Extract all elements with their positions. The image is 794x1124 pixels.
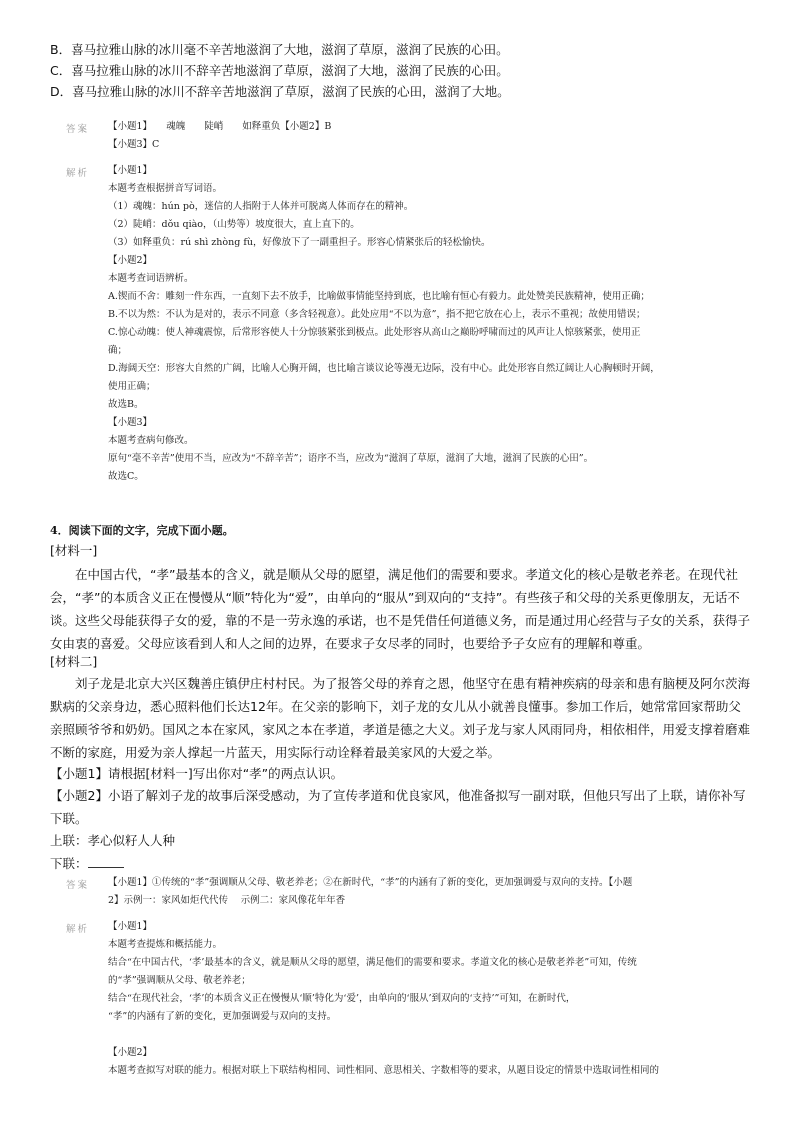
material2-label: [材料二] xyxy=(50,654,98,669)
analysis-line: （1）魂魄：hún pò，迷信的人指附于人体并可脱离人体而存在的精神。 xyxy=(108,201,414,212)
analysis-line: （3）如释重负：rú shì zhòng fù，好像放下了一副重担子。形容心情紧张后的轻松愉快。 xyxy=(108,237,491,248)
analysis-line: 故选C。 xyxy=(108,471,144,482)
sub-question-1: 【小题1】请根据[材料一]写出你对“孝”的两点认识。 xyxy=(50,766,344,781)
analysis-line: 【小题1】 xyxy=(108,921,153,932)
material1-text: 在中国古代，“孝”最基本的含义，就是顺从父母的愿望，满足他们的需要和要求。孝道文化的核心是敬老养老。在现代社会，“孝”的本质含义正在慢慢从“顺”特化为“爱”，由单向的“服从”到双向的“支持”。有些孩子和父母的关系更像朋友，无话不谈。这些父母能获得子女的爱，靠的不是一劳永逸的承诺，也不是凭借任何道德义务，而是通过用心经营与子女的关系，获得子女由衷的喜爱。父母应该看到人和人之间的边界，在要求子女尽孝的同时，也要给予子女应有的理解和尊重。 xyxy=(50,567,751,651)
option-d: D．喜马拉雅山脉的冰川不辞辛苦地滋润了草原，滋润了民族的心田，滋润了大地。 xyxy=(50,84,510,99)
analysis-line: 本题考查提炼和概括能力。 xyxy=(108,939,223,950)
material1-label: [材料一] xyxy=(50,543,98,558)
analysis-line: 的“孝”强调顺从父母、敬老养老； xyxy=(108,975,251,986)
option-b: B．喜马拉雅山脉的冰川毫不辛苦地滋润了大地，滋润了草原，滋润了民族的心田。 xyxy=(50,42,509,57)
option-c: C．喜马拉雅山脉的冰川不辞辛苦地滋润了草原，滋润了大地，滋润了民族的心田。 xyxy=(50,63,509,78)
analysis-line: B.不以为然：不认为是对的，表示不同意（多含轻视意）。此处应用“不以为意”，指不把它放在心上，表示不重视；故使用错误； xyxy=(108,309,646,320)
lower-couplet-row xyxy=(50,853,750,874)
analysis-line: 故选B。 xyxy=(108,399,144,410)
analysis-line: 本题考查词语辨析。 xyxy=(108,273,194,284)
analysis-line: A.锲而不舍：雕刻一件东西，一直刻下去不放手，比喻做事情能坚持到底，也比喻有恒心有毅力。此处赞美民族精神，使用正确； xyxy=(108,291,650,302)
analysis-line: 使用正确； xyxy=(108,381,156,392)
q4-title: 4．阅读下面的文字，完成下面小题。 xyxy=(50,524,234,537)
analysis-line: 结合“在现代社会，‘孝’的本质含义正在慢慢从‘顺’特化为‘爱’，由单向的‘服从’到双向的‘支持’”可知，在新时代， xyxy=(108,993,576,1004)
material2-text: 刘子龙是北京大兴区魏善庄镇伊庄村村民。为了报答父母的养育之恩，他坚守在患有精神疾病的母亲和患有脑梗及阿尔茨海默病的父亲身边，悉心照料他们长达12年。在父亲的影响下，刘子龙的女儿从小就善良懂事。参加工作后，她常常回家帮助父亲照顾爷爷和奶奶。国风之本在家风，家风之本在孝道，孝道是德之大义。刘子龙与家人风雨同舟，相依相伴，用爱支撑着磨难不断的家庭，用爱为亲人撑起一片蓝天，用实际行动诠释着最美家风的大爱之举。 xyxy=(50,676,751,760)
q3-answer-line2: 【小题3】C xyxy=(108,139,160,150)
analysis-label: 解析 xyxy=(66,924,90,935)
answer-label: 答案 xyxy=(66,124,90,135)
analysis-line: 本题考查拟写对联的能力。根据对联上下联结构相同、词性相同、意思相关、字数相等的要求，从题目设定的情景中选取词性相同的 xyxy=(108,1065,660,1076)
q4-answer-line1: 【小题1】①传统的“孝”强调顺从父母、敬老养老；②在新时代，“孝”的内涵有了新的变化，更加强调爱与双向的支持。【小题 xyxy=(108,877,633,888)
analysis-line: （2）陡峭：dǒu qiào，（山势等）坡度很大，直上直下的。 xyxy=(108,219,360,230)
analysis-line: 【小题2】 xyxy=(108,255,153,266)
analysis-line: 【小题2】 xyxy=(108,1047,153,1058)
analysis-line: “孝”的内涵有了新的变化，更加强调爱与双向的支持。 xyxy=(108,1011,337,1022)
analysis-line: 本题考查病句修改。 xyxy=(108,435,194,446)
answer-blank[interactable] xyxy=(88,855,124,868)
q3-answer-line1: 【小题1】 魂魄 陡峭 如释重负【小题2】B xyxy=(108,121,332,132)
q4-answer-line2: 2】示例一：家风如炬代代传 示例二：家风像花年年香 xyxy=(108,895,346,906)
analysis-line: 【小题3】 xyxy=(108,417,153,428)
analysis-line: C.惊心动魄：使人神魂震惊，后常形容使人十分惊骇紧张到极点。此处形容从高山之巅盼呼啸而过的风声让人惊骇紧张，使用正 xyxy=(108,327,641,338)
analysis-label: 解析 xyxy=(66,168,90,179)
analysis-line: 结合“在中国古代，‘孝’最基本的含义，就是顺从父母的愿望，满足他们的需要和要求。孝道文化的核心是敬老养老”可知，传统 xyxy=(108,957,637,968)
analysis-line: 原句“毫不辛苦”使用不当，应改为“不辞辛苦”；语序不当，应改为“滋润了草原，滋润了大地，滋润了民族的心田”。 xyxy=(108,453,594,464)
analysis-line: 确； xyxy=(108,345,128,356)
analysis-line: D.海阔天空：形容大自然的广阔，比喻人心胸开阔，也比喻言谈议论等漫无边际，没有中心。此处形容自然辽阔让人心胸顿时开阔， xyxy=(108,363,660,374)
answer-label: 答案 xyxy=(66,880,90,891)
lower-couplet-label: 下联： xyxy=(50,856,88,871)
analysis-line: 本题考查根据拼音写词语。 xyxy=(108,183,223,194)
analysis-line: 【小题1】 xyxy=(108,165,153,176)
sub-question-2: 【小题2】小语了解刘子龙的故事后深受感动，为了宣传孝道和优良家风，他准备拟写一副对联，但他只写出了上联，请你补写下联。 xyxy=(50,788,746,826)
upper-couplet: 上联：孝心似籽人人种 xyxy=(50,833,176,848)
